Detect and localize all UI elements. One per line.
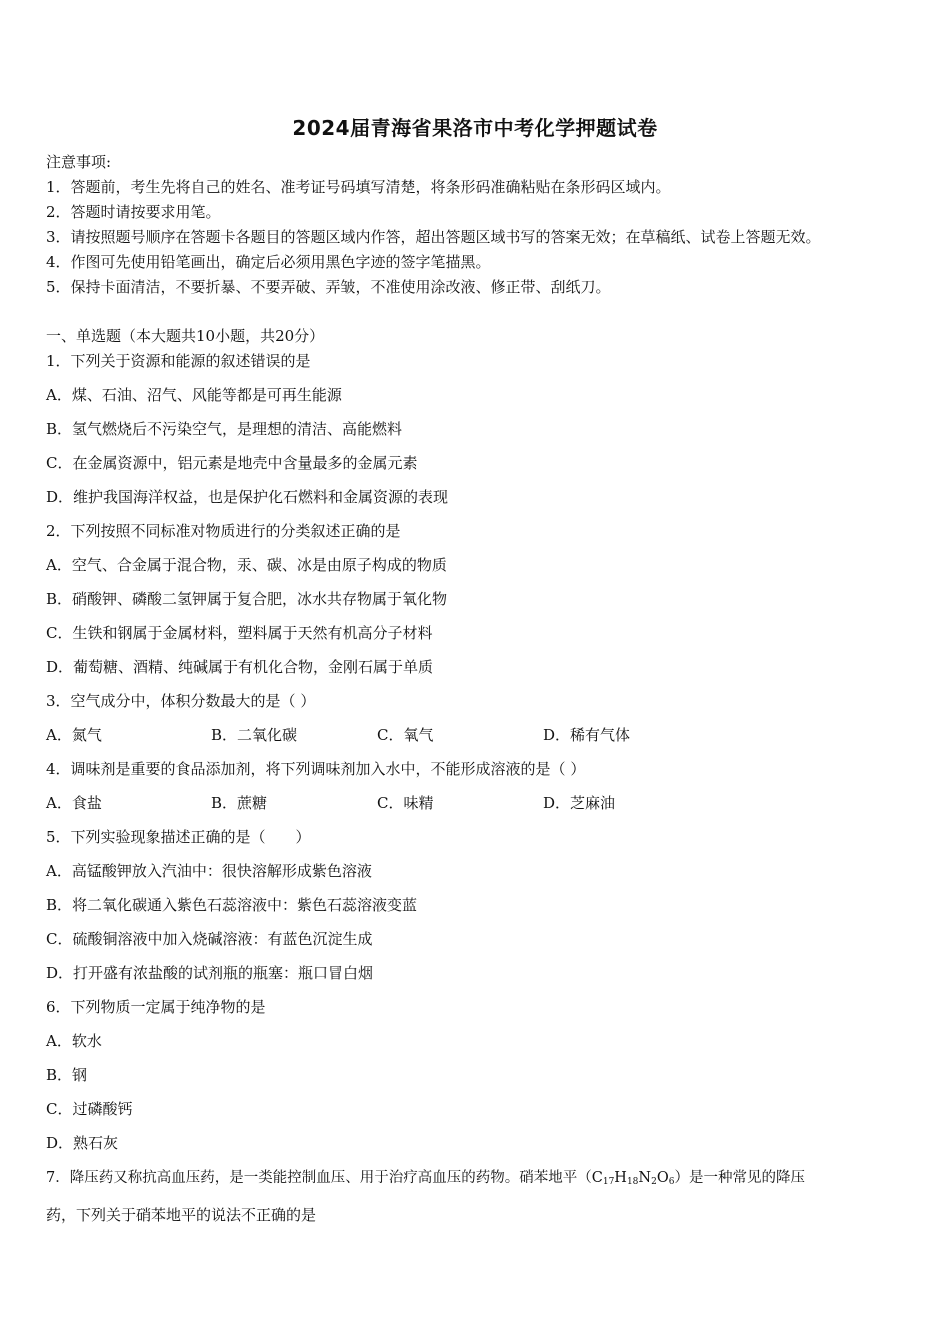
question-1-stem: 1．下列关于资源和能源的叙述错误的是 xyxy=(46,352,311,370)
question-4-option-a: A．食盐 xyxy=(46,794,102,812)
chemical-formula: $C_{17}H_{18}N_2O_6$ xyxy=(591,1170,675,1187)
question-7-stem-line-2: 药，下列关于硝苯地平的说法不正确的是 xyxy=(46,1206,317,1224)
question-1-option-c: C．在金属资源中，铝元素是地壳中含量最多的金属元素 xyxy=(46,454,418,472)
notice-item-5: 5．保持卡面清洁，不要折暴、不要弄破、弄皱，不准使用涂改液、修正带、刮纸刀。 xyxy=(46,278,611,296)
question-6-option-c: C．过磷酸钙 xyxy=(46,1100,133,1118)
question-4-option-d: D．芝麻油 xyxy=(543,794,616,812)
notice-item-1: 1．答题前，考生先将自己的姓名、准考证号码填写清楚，将条形码准确粘贴在条形码区域内。 xyxy=(46,178,671,196)
question-2-option-c: C．生铁和钢属于金属材料，塑料属于天然有机高分子材料 xyxy=(46,624,433,642)
question-5-stem: 5．下列实验现象描述正确的是（ ） xyxy=(46,828,311,846)
question-1-option-a: A．煤、石油、沼气、风能等都是可再生能源 xyxy=(46,386,342,404)
question-4-option-b: B．蔗糖 xyxy=(211,794,268,812)
question-4-stem: 4．调味剂是重要的食品添加剂，将下列调味剂加入水中，不能形成溶液的是（ ） xyxy=(46,760,586,778)
question-3-option-b: B．二氧化碳 xyxy=(211,726,298,744)
notice-item-4: 4．作图可先使用铅笔画出，确定后必须用黑色字迹的签字笔描黑。 xyxy=(46,253,491,271)
question-4-option-c: C．味精 xyxy=(377,794,434,812)
question-7-stem-text: 7．降压药又称抗高血压药，是一类能控制血压、用于治疗高血压的药物。硝苯地平（ xyxy=(46,1170,592,1186)
question-6-option-a: A．软水 xyxy=(46,1032,102,1050)
notice-item-3: 3．请按照题号顺序在答题卡各题目的答题区域内作答，超出答题区域书写的答案无效；在草稿纸、试卷上答题无效。 xyxy=(46,228,821,246)
question-3-option-d: D．稀有气体 xyxy=(543,726,631,744)
question-3-stem: 3．空气成分中，体积分数最大的是（ ） xyxy=(46,692,316,710)
question-2-stem: 2．下列按照不同标准对物质进行的分类叙述正确的是 xyxy=(46,522,401,540)
question-6-option-d: D．熟石灰 xyxy=(46,1134,119,1152)
question-2-option-b: B．硝酸钾、磷酸二氢钾属于复合肥，冰水共存物属于氧化物 xyxy=(46,590,448,608)
question-6-option-b: B．钢 xyxy=(46,1066,88,1084)
question-5-option-b: B．将二氧化碳通入紫色石蕊溶液中：紫色石蕊溶液变蓝 xyxy=(46,896,418,914)
notice-item-2: 2．答题时请按要求用笔。 xyxy=(46,203,221,221)
question-3-option-c: C．氧气 xyxy=(377,726,434,744)
question-5-option-a: A．高锰酸钾放入汽油中：很快溶解形成紫色溶液 xyxy=(46,862,372,880)
question-5-option-c: C．硫酸铜溶液中加入烧碱溶液：有蓝色沉淀生成 xyxy=(46,930,373,948)
question-7-stem-text-after: ）是一种常见的降压 xyxy=(674,1170,805,1186)
question-2-option-a: A．空气、合金属于混合物，汞、碳、冰是由原子构成的物质 xyxy=(46,556,447,574)
question-1-option-d: D．维护我国海洋权益，也是保护化石燃料和金属资源的表现 xyxy=(46,488,449,506)
question-6-stem: 6．下列物质一定属于纯净物的是 xyxy=(46,998,266,1016)
exam-title: 2024届青海省果洛市中考化学押题试卷 xyxy=(292,116,658,140)
question-2-option-d: D．葡萄糖、酒精、纯碱属于有机化合物，金刚石属于单质 xyxy=(46,658,434,676)
question-7-stem-line-1 xyxy=(46,1168,805,1192)
section-heading: 一、单选题（本大题共10小题，共20分） xyxy=(46,327,325,345)
notice-heading: 注意事项: xyxy=(46,153,112,171)
question-5-option-d: D．打开盛有浓盐酸的试剂瓶的瓶塞：瓶口冒白烟 xyxy=(46,964,374,982)
question-3-option-a: A．氮气 xyxy=(46,726,102,744)
question-1-option-b: B．氢气燃烧后不污染空气，是理想的清洁、高能燃料 xyxy=(46,420,403,438)
